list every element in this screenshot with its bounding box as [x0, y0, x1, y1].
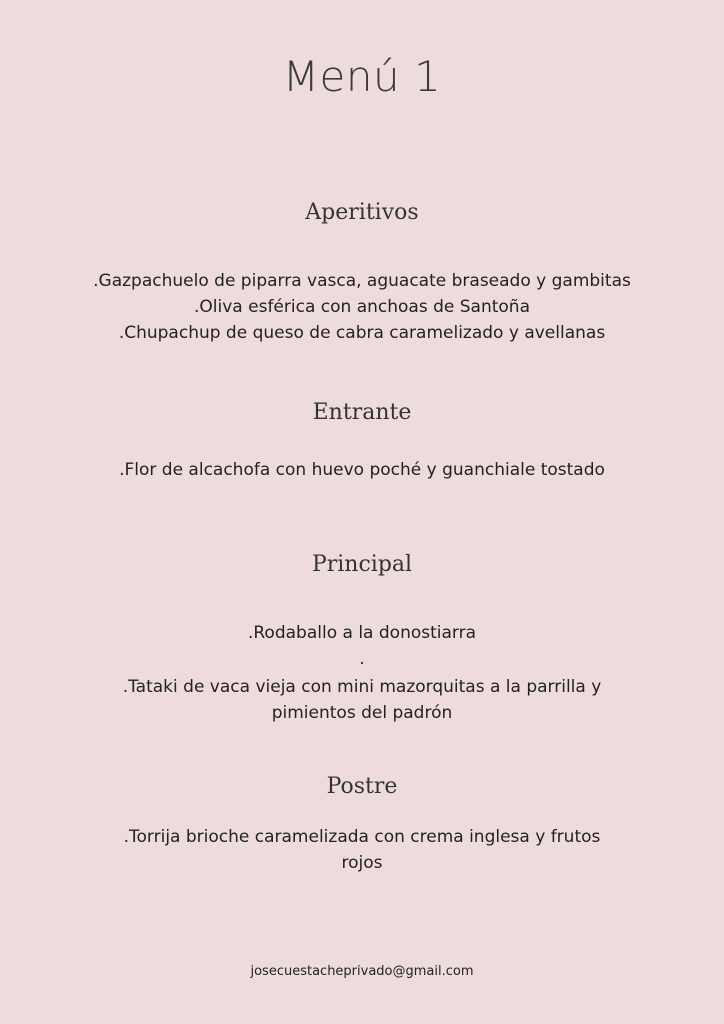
menu-item-principal-1: .Rodaballo a la donostiarra	[247, 623, 476, 643]
menu-item-aperitivo-1: .Gazpachuelo de piparra vasca, aguacate braseado y gambitas	[93, 271, 631, 291]
section-title-postre: Postre	[326, 774, 398, 799]
section-title-principal: Principal	[311, 552, 413, 577]
menu-item-postre-1: .Torrija brioche caramelizada con crema inglesa y frutos rojos	[123, 827, 601, 873]
menu-item-separator-dot: .	[359, 649, 365, 669]
menu-item-aperitivo-3: .Chupachup de queso de cabra caramelizado y avellanas	[118, 323, 606, 343]
menu-item-aperitivo-2: .Oliva esférica con anchoas de Santoña	[194, 297, 530, 317]
contact-email: josecuestacheprivado@gmail.com	[250, 964, 474, 979]
section-title-aperitivos: Aperitivos	[305, 200, 419, 225]
menu-item-principal-2: .Tataki de vaca vieja con mini mazorquitas a la parrilla y pimientos del padrón	[122, 677, 602, 723]
menu-title: Menú 1	[282, 52, 442, 101]
menu-item-entrante-1: .Flor de alcachofa con huevo poché y guanchiale tostado	[119, 460, 605, 480]
section-title-entrante: Entrante	[312, 400, 412, 425]
